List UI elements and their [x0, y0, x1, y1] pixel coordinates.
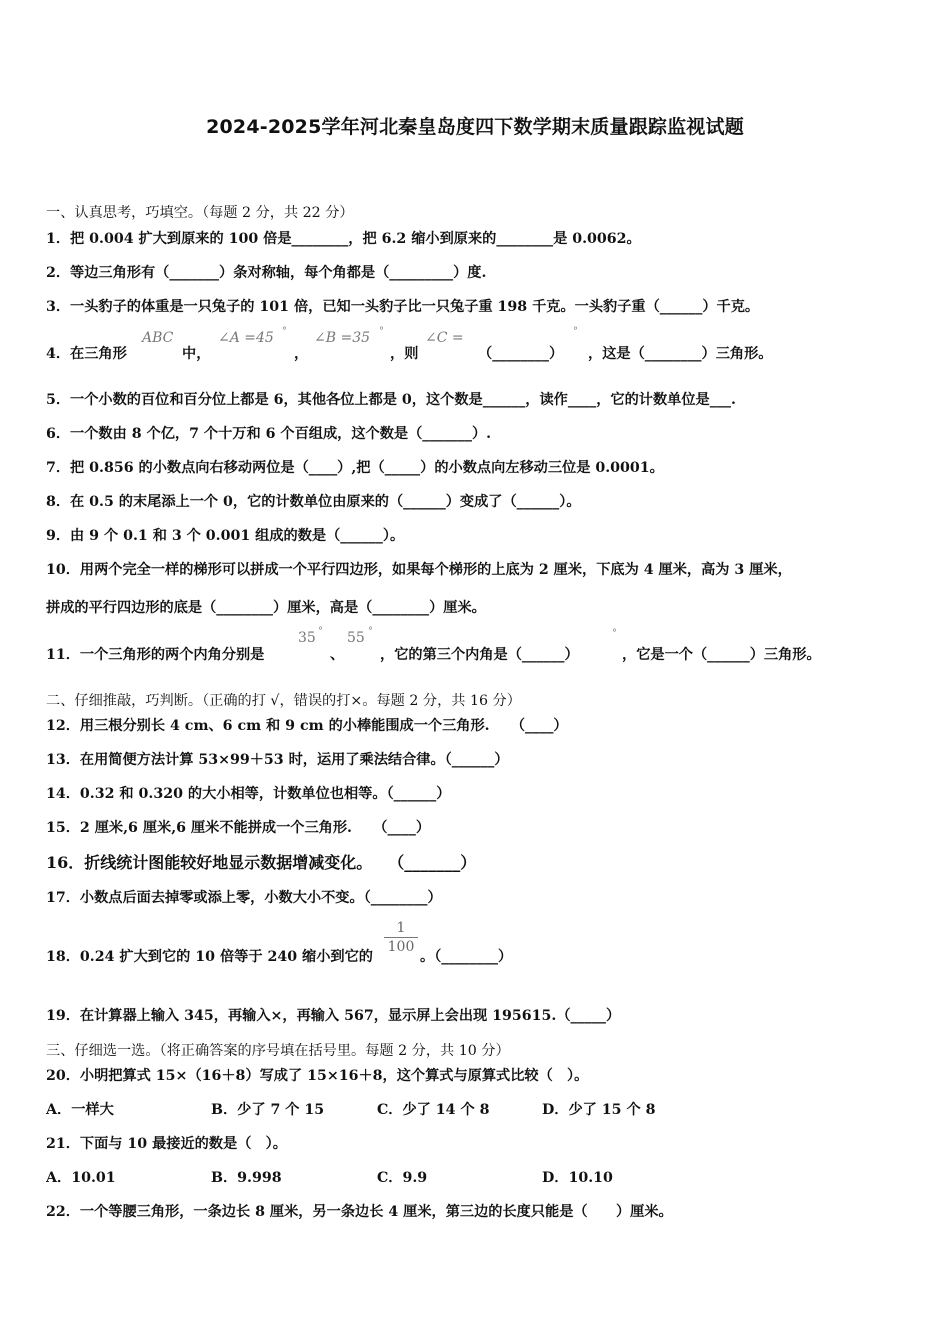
question-21-option-d: D．10.10 [542, 1170, 613, 1186]
math-angle-a: ∠A =45 [218, 330, 274, 346]
fraction-1-over-100 [384, 920, 418, 955]
question-10-line-2: 拼成的平行四边形的底是（________）厘米，高是（________）厘米。 [46, 600, 486, 616]
question-11-text-d: ，它是一个（______）三角形。 [622, 647, 821, 663]
page-title: 2024-2025学年河北秦皇岛度四下数学期末质量跟踪监视试题 [206, 116, 744, 138]
question-21: 21．下面与 10 最接近的数是（ ）。 [46, 1136, 287, 1152]
question-20: 20．小明把算式 15×（16＋8）写成了 15×16＋8，这个算式与原算式比较（ ）。 [46, 1068, 589, 1084]
math-triangle-abc: ABC [142, 330, 174, 346]
section-2-heading: 二、仔细推敲，巧判断。（正确的打 √，错误的打×。每题 2 分，共 16 分） [46, 693, 521, 709]
question-20-option-d: D．少了 15 个 8 [542, 1102, 656, 1118]
question-2: 2．等边三角形有（_______）条对称轴，每个角都是（_________）度. [46, 265, 487, 281]
degree-mark: ° [612, 628, 617, 639]
question-15: 15．2 厘米,6 厘米,6 厘米不能拼成一个三角形. （____） [46, 820, 431, 836]
question-16: 16．折线统计图能较好地显示数据增减变化。 （_______） [46, 853, 477, 872]
question-19: 19．在计算器上输入 345，再输入×，再输入 567，显示屏上会出现 195615.（_____） [46, 1008, 621, 1024]
degree-mark: ° [573, 326, 578, 337]
question-4-text-c: ， [294, 346, 309, 362]
question-4-text-f: ，这是（________）三角形。 [588, 346, 773, 362]
question-12: 12．用三根分别长 4 cm、6 cm 和 9 cm 的小棒能围成一个三角形. （____） [46, 718, 568, 734]
question-6: 6．一个数由 8 个亿，7 个十万和 6 个百组成，这个数是（_______）. [46, 426, 492, 442]
question-21-option-a: A．10.01 [46, 1170, 116, 1186]
question-8: 8．在 0.5 的末尾添上一个 0，它的计数单位由原来的（______）变成了（______）。 [46, 494, 581, 510]
degree-mark: ° [318, 626, 323, 637]
question-18-suffix: 。（________） [420, 949, 513, 965]
math-angle-b: ∠B =35 [314, 330, 371, 346]
question-11-text-b: 、 [330, 647, 345, 663]
question-1: 1．把 0.004 扩大到原来的 100 倍是________，把 6.2 缩小到原来的________是 0.0062。 [46, 231, 641, 247]
question-21-option-c: C．9.9 [377, 1170, 428, 1186]
question-17: 17．小数点后面去掉零或添上零，小数大小不变。（________） [46, 890, 442, 906]
fraction-bar [384, 937, 418, 938]
question-4-text-d: ，则 [390, 346, 419, 362]
degree-mark: ° [282, 326, 287, 337]
question-10-line-1: 10．用两个完全一样的梯形可以拼成一个平行四边形，如果每个梯形的上底为 2 厘米，下底为 4 厘米，高为 3 厘米， [46, 562, 792, 578]
question-13: 13．在用简便方法计算 53×99＋53 时，运用了乘法结合律。（______） [46, 752, 509, 768]
math-angle-c: ∠C = [425, 330, 464, 346]
question-14: 14．0.32 和 0.320 的大小相等，计数单位也相等。（______） [46, 786, 451, 802]
question-11-text-c: ，它的第三个内角是（______） [380, 647, 579, 663]
question-4-text-b: 中， [182, 346, 211, 362]
degree-mark: ° [379, 326, 384, 337]
math-angle-55: 55 [347, 630, 365, 646]
question-21-option-b: B．9.998 [211, 1170, 282, 1186]
question-20-option-a: A．一样大 [46, 1102, 114, 1118]
question-20-option-c: C．少了 14 个 8 [377, 1102, 490, 1118]
question-18-prefix: 18．0.24 扩大到它的 10 倍等于 240 缩小到它的 [46, 949, 373, 965]
fraction-numerator: 1 [396, 920, 406, 936]
question-7: 7．把 0.856 的小数点向右移动两位是（____）,把（_____）的小数点向左移动三位是 0.0001。 [46, 460, 664, 476]
question-11-prefix: 11．一个三角形的两个内角分别是 [46, 647, 265, 663]
degree-mark: ° [368, 626, 373, 637]
question-9: 9．由 9 个 0.1 和 3 个 0.001 组成的数是（______）。 [46, 528, 405, 544]
question-4-prefix: 4．在三角形 [46, 346, 127, 362]
section-3-heading: 三、仔细选一选。（将正确答案的序号填在括号里。每题 2 分，共 10 分） [46, 1043, 510, 1059]
question-22: 22．一个等腰三角形，一条边长 8 厘米，另一条边长 4 厘米，第三边的长度只能是（ ）厘米。 [46, 1204, 673, 1220]
question-20-option-b: B．少了 7 个 15 [211, 1102, 325, 1118]
section-1-heading: 一、认真思考，巧填空。（每题 2 分，共 22 分） [46, 205, 354, 221]
fraction-denominator: 100 [387, 939, 415, 955]
question-5: 5．一个小数的百位和百分位上都是 6，其他各位上都是 0，这个数是______，读作____，它的计数单位是___. [46, 392, 736, 408]
question-4-text-e: （________） [478, 346, 564, 362]
question-3: 3．一头豹子的体重是一只兔子的 101 倍，已知一头豹子比一只兔子重 198 千克。一头豹子重（______）千克。 [46, 299, 760, 315]
math-angle-35: 35 [298, 630, 316, 646]
